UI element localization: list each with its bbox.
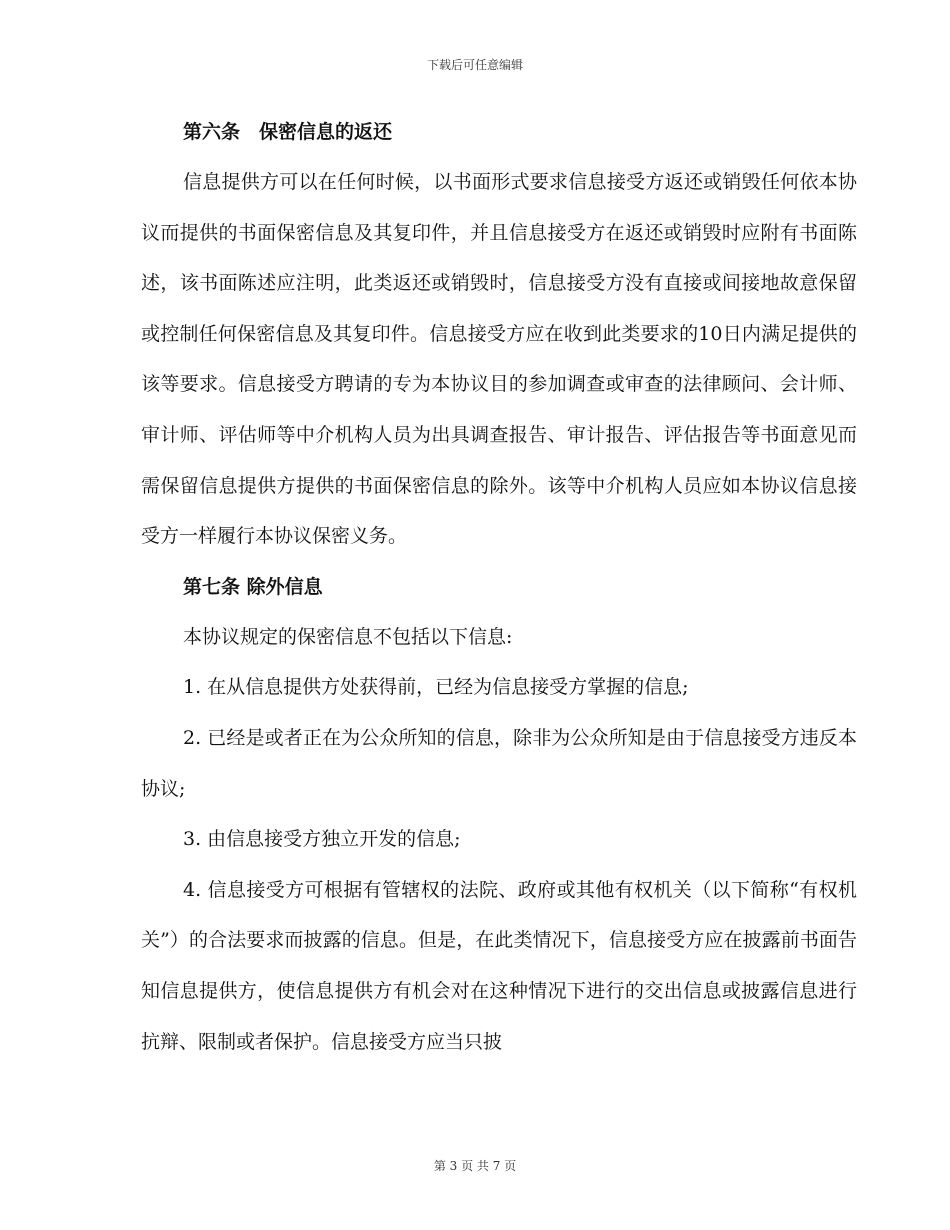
exclusion-item-3: 3. 由信息接受方独立开发的信息; xyxy=(183,828,461,851)
section-6-paragraph: 信息提供方可以在任何时候，以书面形式要求信息接受方返还或销毁任何依本协议而提供的书面保密信息及其复印件，并且信息接受方在返还或销毁时应附有书面陈述，该书面陈述应注明，此类返还或销毁时，信息接受方没有直接或间接地故意保留或控制任何保密信息及其复印件。信息接受方应在收到此类要求的10日内满足提供的该等要求。信息接受方聘请的专为本协议目的参加调查或审查的法律顾问、会计师、审计师、评估师等中介机构人员为出具调查报告、审计报告、评估报告等书面意见而需保留信息提供方提供的书面保密信息的除外。该等中介机构人员应如本协议信息接受方一样履行本协议保密义务。 xyxy=(141,171,857,548)
exclusion-item-1: 1. 在从信息提供方处获得前，已经为信息接受方掌握的信息; xyxy=(183,676,689,699)
document-body xyxy=(141,107,857,1067)
page-header: 下载后可任意编辑 xyxy=(426,58,523,72)
exclusion-item-4: 4. 信息接受方可根据有管辖权的法院、政府或其他有权机关（以下简称“有权机关”）的合法要求而披露的信息。但是，在此类情况下，信息接受方应在披露前书面告知信息提供方，使信息提供方有机会对在这种情况下进行的交出信息或披露信息进行抗辩、限制或者保护。信息接受方应当只披 xyxy=(141,878,857,1053)
exclusion-item-2: 2. 已经是或者正在为公众所知的信息，除非为公众所知是由于信息接受方违反本协议; xyxy=(141,726,857,800)
page-footer: 第 3 页 共 7 页 xyxy=(433,1159,517,1173)
section-6-heading: 第六条 保密信息的返还 xyxy=(183,121,393,143)
section-7-intro: 本协议规定的保密信息不包括以下信息: xyxy=(183,625,513,648)
section-7-heading: 第七条 除外信息 xyxy=(183,575,323,598)
